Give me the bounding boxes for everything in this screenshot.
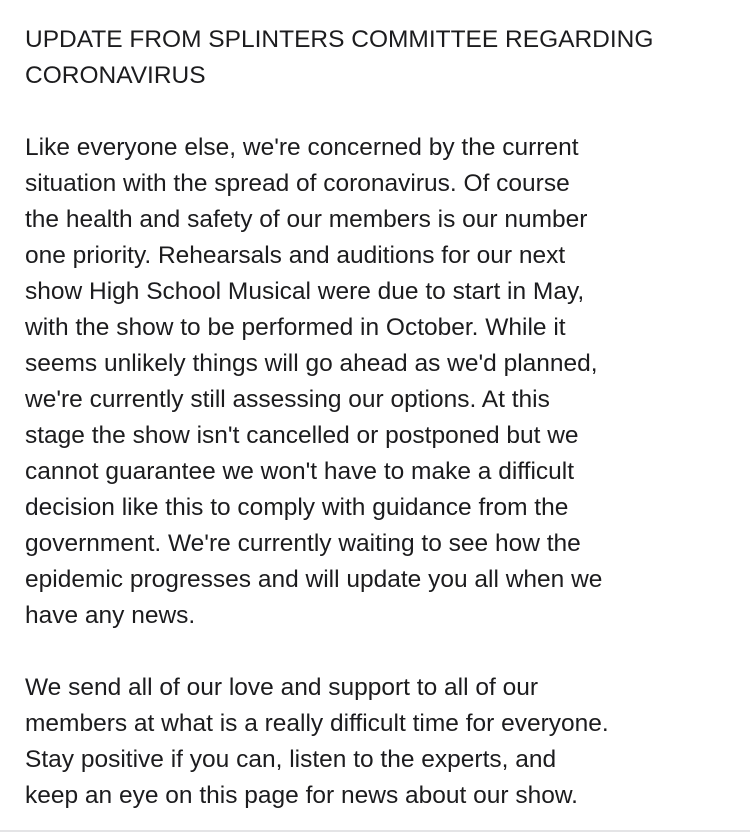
paragraph-line: decision like this to comply with guidance from the bbox=[25, 494, 569, 521]
paragraph-line: We send all of our love and support to all of our bbox=[25, 674, 538, 701]
post-body bbox=[25, 22, 730, 814]
paragraph-line: we're currently still assessing our options. At this bbox=[25, 386, 550, 413]
paragraph-line: one priority. Rehearsals and auditions for our next bbox=[25, 242, 566, 269]
paragraph-line: stage the show isn't cancelled or postponed but we bbox=[25, 422, 579, 449]
paragraph-concern bbox=[25, 130, 730, 634]
paragraph-line: Stay positive if you can, listen to the experts, and bbox=[25, 746, 557, 773]
paragraph-line: government. We're currently waiting to see how the bbox=[25, 530, 581, 557]
paragraph-line: Like everyone else, we're concerned by the current bbox=[25, 134, 579, 161]
title-line: UPDATE FROM SPLINTERS COMMITTEE REGARDING bbox=[25, 26, 654, 53]
paragraph-line: have any news. bbox=[25, 602, 196, 629]
paragraph-line: situation with the spread of coronavirus. Of course bbox=[25, 170, 570, 197]
paragraph-line: the health and safety of our members is our number bbox=[25, 206, 588, 233]
post-title bbox=[25, 22, 730, 94]
paragraph-line: show High School Musical were due to start in May, bbox=[25, 278, 585, 305]
paragraph-line: epidemic progresses and will update you all when we bbox=[25, 566, 603, 593]
paragraph-line: with the show to be performed in October. While it bbox=[25, 314, 566, 341]
title-line: CORONAVIRUS bbox=[25, 62, 206, 89]
paragraph-line: cannot guarantee we won't have to make a difficult bbox=[25, 458, 575, 485]
paragraph-line: members at what is a really difficult time for everyone. bbox=[25, 710, 609, 737]
paragraph-support bbox=[25, 670, 730, 814]
paragraph-spacer bbox=[25, 634, 730, 670]
paragraph-line: seems unlikely things will go ahead as we'd planned, bbox=[25, 350, 598, 377]
paragraph-spacer bbox=[25, 94, 730, 130]
paragraph-line: keep an eye on this page for news about our show. bbox=[25, 782, 578, 809]
